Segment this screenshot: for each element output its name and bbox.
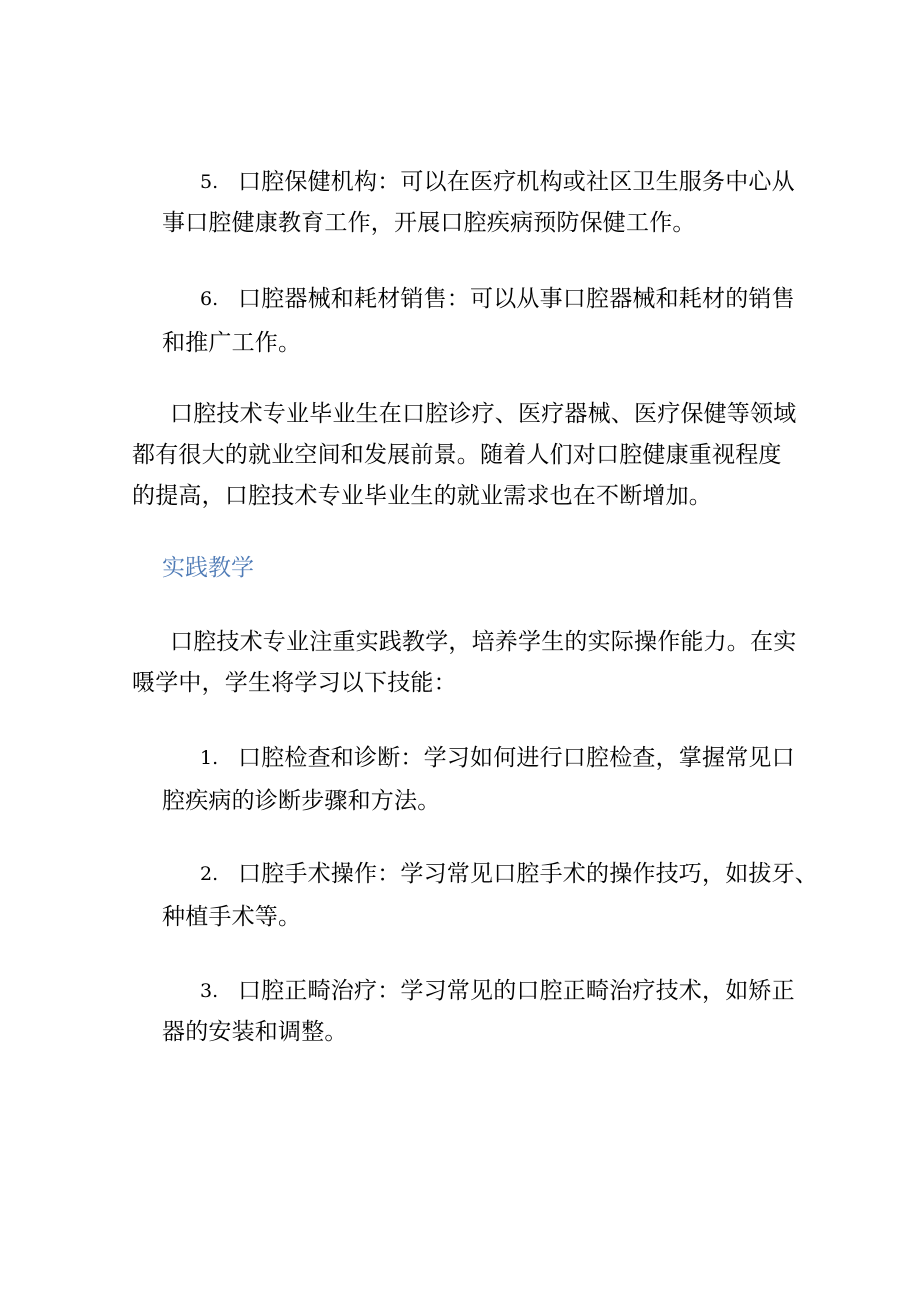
list-item-text-line: 口腔器械和耗材销售：可以从事口腔器械和耗材的销售 [238, 286, 795, 312]
list-item-text-line: 事口腔健康教育工作，开展口腔疾病预防保健工作。 [162, 210, 696, 236]
list-item-number: 3. [200, 980, 219, 1002]
list-item-text-line: 口腔检查和诊断：学习如何进行口腔检查，掌握常见口 [238, 745, 795, 771]
list-item-number: 6. [200, 288, 219, 310]
paragraph-line: 口腔技术专业毕业生在口腔诊疗、医疗器械、医疗保健等领域 [170, 401, 797, 427]
list-item-number: 5. [200, 171, 219, 193]
list-item-text-line: 器的安装和调整。 [162, 1019, 348, 1045]
paragraph-line: 口腔技术专业注重实践教学，培养学生的实际操作能力。在实 [170, 629, 797, 655]
list-item-number: 2. [200, 863, 219, 885]
list-item-text-line: 口腔正畸治疗：学习常见的口腔正畸治疗技术，如矫正 [238, 978, 795, 1004]
list-item-text-line: 口腔手术操作：学习常见口腔手术的操作技巧，如拔牙、 [238, 861, 818, 887]
paragraph-line: 都有很大的就业空间和发展前景。随着人们对口腔健康重视程度 [132, 442, 782, 468]
list-item-text-line: 口腔保健机构：可以在医疗机构或社区卫生服务中心从 [238, 169, 795, 195]
list-item-text-line: 和推广工作。 [162, 330, 302, 356]
list-item-text-line: 腔疾病的诊断步骤和方法。 [162, 788, 441, 814]
paragraph-line: 的提高，口腔技术专业毕业生的就业需求也在不断增加。 [132, 483, 712, 509]
paragraph-line: 嗫学中，学生将学习以下技能： [132, 670, 457, 696]
section-heading: 实践教学 [162, 555, 254, 581]
list-item-text-line: 种植手术等。 [162, 904, 302, 930]
list-item-number: 1. [200, 747, 219, 769]
